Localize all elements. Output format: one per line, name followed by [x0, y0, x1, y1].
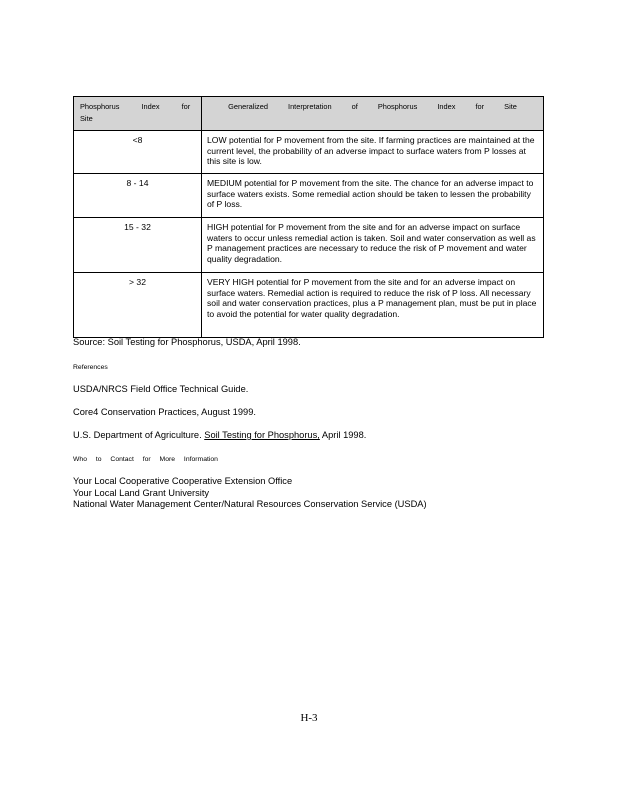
- index-range-cell: 8 - 14: [74, 174, 202, 218]
- reference-title: Soil Testing for Phosphorus,: [204, 430, 320, 440]
- page-number: H-3: [300, 712, 318, 724]
- reference-author: U.S. Department of Agriculture.: [73, 430, 205, 440]
- phosphorus-index-table: [73, 96, 544, 338]
- contact-heading: Who to Contact for More Information: [73, 456, 218, 463]
- interpretation-cell: VERY HIGH potential for P movement from the site and for an adverse impact on surface waters. Remedial action is required to reduce the risk of P loss. All necessary soil and water conservation practices, plus a P management plan, must be put in place to avoid the potential for water quality degradation.: [202, 273, 544, 338]
- table-row: [74, 218, 544, 273]
- table-row: [74, 131, 544, 174]
- reference-item: Core4 Conservation Practices, August 1999.: [73, 407, 256, 417]
- index-range-cell: <8: [74, 131, 202, 174]
- contact-line: Your Local Cooperative Cooperative Extension Office: [73, 476, 293, 486]
- index-column-header: Phosphorus Index for Site: [74, 97, 202, 131]
- interpretation-cell: HIGH potential for P movement from the site and for an adverse impact on surface waters to occur unless remedial action is taken. Soil and water conservation as well as P management practices are necessary to reduce the risk of P movement and water quality degradation.: [202, 218, 544, 273]
- reference-item: USDA/NRCS Field Office Technical Guide.: [73, 384, 249, 394]
- interpretation-column-header: Generalized Interpretation of Phosphorus Index for Site: [202, 97, 544, 131]
- table-source-note: Source: Soil Testing for Phosphorus, USDA, April 1998.: [73, 337, 301, 347]
- table-header-row: [74, 97, 544, 131]
- contact-line: Your Local Land Grant University: [73, 488, 210, 498]
- interpretation-cell: LOW potential for P movement from the site. If farming practices are maintained at the current level, the probability of an adverse impact to surface waters from P losses at this site is low.: [202, 131, 544, 174]
- reference-item: [73, 430, 366, 441]
- reference-date: April 1998.: [319, 430, 367, 440]
- contact-line: National Water Management Center/Natural Resources Conservation Service (USDA): [73, 499, 427, 509]
- interpretation-cell: MEDIUM potential for P movement from the site. The chance for an adverse impact to surface waters exists. Some remedial action should be taken to lessen the probability of P loss.: [202, 174, 544, 218]
- index-range-cell: 15 - 32: [74, 218, 202, 273]
- index-range-cell: > 32: [74, 273, 202, 338]
- table-row: [74, 174, 544, 218]
- references-heading: References: [73, 364, 108, 371]
- table-row: [74, 273, 544, 338]
